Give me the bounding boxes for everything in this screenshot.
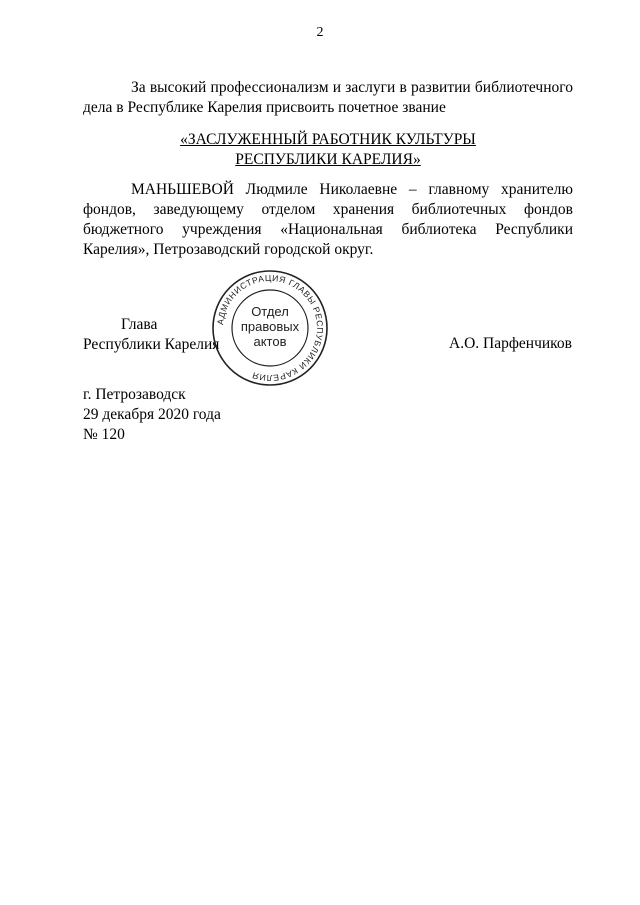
award-line-3: бюджетного учреждения «Национальная библиотека Республики	[83, 221, 573, 238]
document-date: 29 декабря 2020 года	[83, 406, 221, 423]
award-paragraph	[83, 180, 573, 260]
intro-line-1: За высокий профессионализм и заслуги в развитии библиотечного	[131, 79, 573, 96]
honorary-title-line-1: «ЗАСЛУЖЕННЫЙ РАБОТНИК КУЛЬТУРЫ	[180, 131, 476, 148]
award-line-4: Карелия», Петрозаводский городской округ.	[83, 241, 374, 258]
page-number: 2	[316, 25, 324, 40]
intro-paragraph	[83, 78, 573, 118]
stamp-center-line-3: актов	[253, 334, 287, 349]
signatory-position	[83, 315, 219, 355]
signatory-role-line-2: Республики Карелия	[83, 336, 220, 353]
intro-line-2: дела в Республике Карелия присвоить почетное звание	[83, 99, 446, 116]
official-stamp	[210, 268, 330, 388]
award-line-1: МАНЬШЕВОЙ Людмиле Николаевне – главному хранителю	[131, 181, 573, 198]
honorary-title-line-2: РЕСПУБЛИКИ КАРЕЛИЯ»	[235, 151, 421, 168]
signatory-role-line-1: Глава	[121, 316, 158, 333]
stamp-center-line-1: Отдел	[251, 304, 289, 319]
signatory-name: А.О. Парфенчиков	[449, 335, 572, 352]
city: г. Петрозаводск	[83, 386, 186, 403]
place-and-date	[83, 385, 221, 445]
honorary-title	[83, 130, 573, 170]
stamp-ring-text: АДМИНИСТРАЦИЯ ГЛАВЫ РЕСПУБЛИКИ КАРЕЛИЯ	[215, 272, 326, 384]
document-number: № 120	[83, 426, 125, 443]
stamp-center-line-2: правовых	[240, 319, 300, 334]
award-line-2: фондов, заведующему отделом хранения библиотечных фондов	[83, 201, 573, 218]
